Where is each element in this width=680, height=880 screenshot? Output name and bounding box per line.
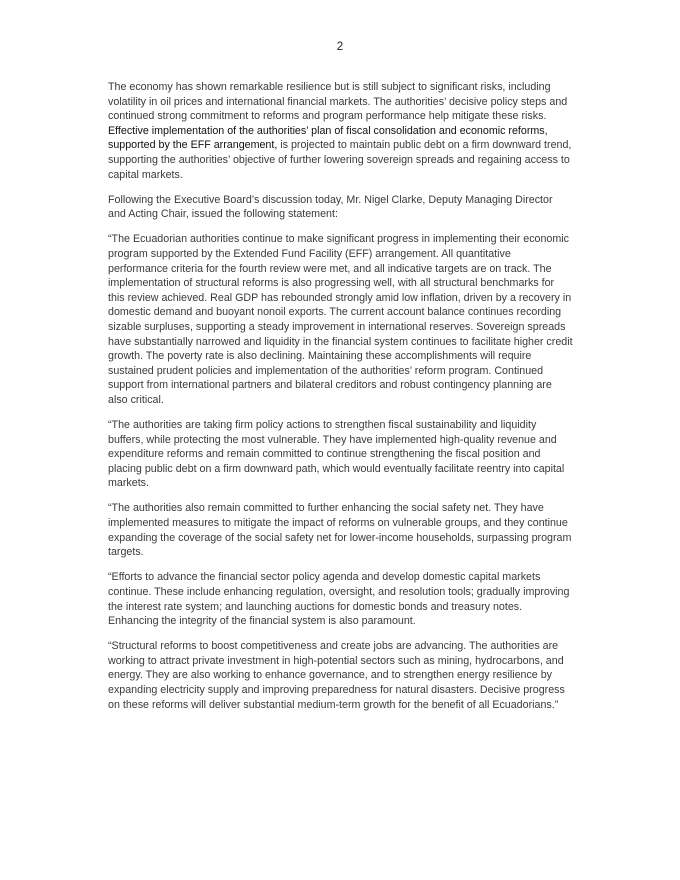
- paragraph-financial-sector: “Efforts to advance the financial sector policy agenda and develop domestic capital markets continue. These include enhancing regulation, oversight, and resolution tools; gradually improving the interest rate system; and launching auctions for domestic bonds and treasury notes. Enhancing the integrity of the financial system is also paramount.: [108, 571, 570, 628]
- paragraph-economy-resilience: [108, 80, 573, 182]
- paragraph-tail-text: is projected to maintain public debt on a firm downward trend, supporting the authorities’ objective of further lowering sovereign spreads and regaining access to capital markets.: [108, 139, 572, 181]
- paragraph-social-safety-net: “The authorities also remain committed to further enhancing the social safety net. They have implemented measures to mitigate the impact of reforms on vulnerable groups, and they continue expanding the coverage of the social safety net for lower-income households, surpassing program targets.: [108, 502, 572, 559]
- paragraph-fiscal-policy: “The authorities are taking firm policy actions to strengthen fiscal sustainability and liquidity buffers, while protecting the most vulnerable. They have implemented high-quality revenue and expenditure reforms and remain committed to continue strengthening the fiscal position and placing public debt on a firm downward path, which would eventually facilitate reentry into capital markets.: [108, 418, 565, 490]
- paragraph-emphasis-text: Effective implementation of the authorities’ plan of fiscal consolidation and economic reforms, supported by the EFF arrangement,: [108, 124, 548, 152]
- paragraph-lead-text: The economy has shown remarkable resilience but is still subject to significant risks, including volatility in oil prices and international financial markets. The authorities’ decisive policy steps and continued strong commitment to reforms and program performance help mitigate these risks.: [108, 81, 568, 123]
- paragraph-program-progress: “The Ecuadorian authorities continue to make significant progress in implementing their economic program supported by the Extended Fund Facility (EFF) arrangement. All quantitative performance criteria for the fourth review were met, and all indicative targets are on track. The implementation of structural reforms is also progressing well, with all structural benchmarks for this review achieved. Real GDP has rebounded strongly amid low inflation, driven by a recovery in domestic demand and buoyant nonoil exports. The current account balance continues recording sizable surpluses, supporting a steady improvement in international reserves. Sovereign spreads have substantially narrowed and liquidity in the financial system continues to facilitate higher credit growth. The poverty rate is also declining. Maintaining these accomplishments will require sustained prudent policies and implementation of the authorities’ reform program. Continued support from international partners and bilateral creditors and robust contingency planning are also critical.: [108, 233, 573, 406]
- paragraph-board-discussion: Following the Executive Board’s discussion today, Mr. Nigel Clarke, Deputy Managing Director and Acting Chair, issued the following statement:: [108, 193, 553, 221]
- paragraph-structural-reforms: “Structural reforms to boost competitiveness and create jobs are advancing. The authorities are working to attract private investment in high-potential sectors such as mining, hydrocarbons, and energy. They are also working to enhance governance, and to strengthen energy resilience by expanding electricity supply and improving preparedness for natural disasters. Decisive progress on these reforms will deliver substantial medium-term growth for the benefit of all Ecuadorians.”: [108, 640, 565, 711]
- page-number: 2: [336, 41, 344, 53]
- document-body: [108, 80, 573, 723]
